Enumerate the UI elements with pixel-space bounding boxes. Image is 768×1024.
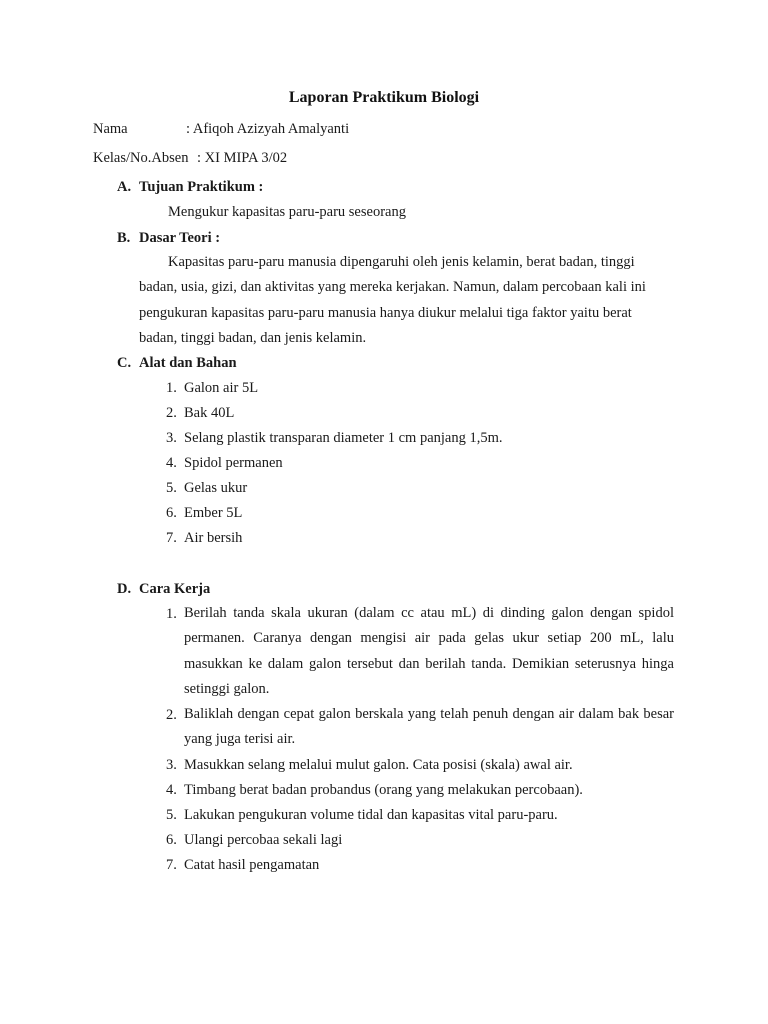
list-item: Ember 5L [184,505,243,521]
list-item-number: 3. [166,757,177,773]
section-b-body: Kapasitas paru-paru manusia dipengaruhi oleh jenis kelamin, berat badan, tinggi badan, usia, gizi, dan aktivitas yang mereka kerjakan. Namun, dalam percobaan kali ini pengukuran kapasitas paru-paru manusia hanya diukur melalui tiga faktor yaitu berat badan, tinggi badan, dan jenis kelamin. [139,254,646,346]
list-item-number: 1. [166,606,177,622]
list-item: Timbang berat badan probandus (orang yang melakukan percobaan). [184,782,583,798]
list-item-number: 3. [166,430,177,446]
section-a-heading: Tujuan Praktikum : [139,179,264,195]
section-d-letter: D. [117,581,132,597]
kelas-label: Kelas/No.Absen [93,150,189,166]
list-item-number: 5. [166,807,177,823]
list-item: Gelas ukur [184,480,248,496]
list-item: Galon air 5L [184,380,259,396]
list-item-number: 2. [166,707,177,723]
list-item-number: 4. [166,455,177,471]
list-item-number: 6. [166,505,177,521]
list-item: Lakukan pengukuran volume tidal dan kapasitas vital paru-paru. [184,807,558,823]
list-item-number: 1. [166,380,177,396]
list-item: Air bersih [184,530,243,546]
list-item: Berilah tanda skala ukuran (dalam cc atau mL) di dinding galon dengan spidol permanen. Caranya dengan mengisi air pada gelas ukur setiap 200 mL, lalu masukkan ke dalam galon tersebut dan berilah tanda. Demikian seterusnya hinga setinggi galon. [184,605,674,697]
nama-value: : Afiqoh Azizyah Amalyanti [186,121,350,137]
list-item: Selang plastik transparan diameter 1 cm panjang 1,5m. [184,430,503,446]
list-item: Catat hasil pengamatan [184,857,320,873]
list-item: Masukkan selang melalui mulut galon. Cata posisi (skala) awal air. [184,757,573,773]
section-c-heading: Alat dan Bahan [139,355,237,371]
list-item-number: 7. [166,530,177,546]
kelas-value: : XI MIPA 3/02 [197,150,288,166]
nama-label: Nama [93,121,128,137]
list-item-number: 4. [166,782,177,798]
section-b-heading: Dasar Teori : [139,230,221,246]
list-item: Baliklah dengan cepat galon berskala yang telah penuh dengan air dalam bak besar yang juga terisi air. [184,706,674,748]
section-a-letter: A. [117,179,132,195]
section-d-heading: Cara Kerja [139,581,211,597]
list-item: Spidol permanen [184,455,283,471]
section-b-letter: B. [117,230,131,246]
section-c-letter: C. [117,355,132,371]
list-item-number: 2. [166,405,177,421]
list-item-number: 6. [166,832,177,848]
list-item-number: 5. [166,480,177,496]
document-title: Laporan Praktikum Biologi [288,89,480,106]
section-a-body: Mengukur kapasitas paru-paru seseorang [168,204,406,220]
list-item: Ulangi percobaa sekali lagi [184,832,343,848]
list-item: Bak 40L [184,405,235,421]
list-item-number: 7. [166,857,177,873]
